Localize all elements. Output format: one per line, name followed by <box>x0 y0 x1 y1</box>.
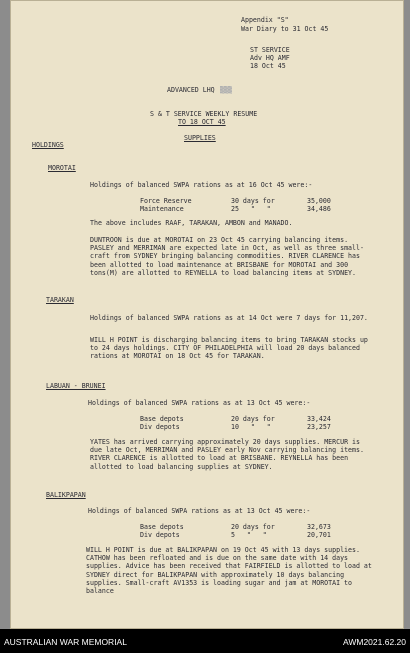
resume-title: S & T SERVICE WEEKLY RESUME <box>150 110 258 118</box>
labuan-intro: Holdings of balanced SWPA rations as at 13 Oct 45 were:- <box>88 399 311 407</box>
service-line-2: Adv HQ AMF <box>250 54 290 62</box>
balikpapan-row-label: Div depots <box>140 531 180 539</box>
document-page <box>10 0 404 629</box>
labuan-row-count: 23,257 <box>307 423 331 431</box>
stamp-smudge: ▒▒▒ <box>220 86 232 94</box>
morotai-row-count: 34,486 <box>307 205 331 213</box>
morotai-paragraph: DUNTROON is due at MOROTAI on 23 Oct 45 carrying balancing items. PASLEY and MERRIMAN are expected late in Oct, as well as three small-craft from SYDNEY bringing balancing commodities. RIVER CLARENCE has been allotted to load maintenance at BRISBANE for MOROTAI and 300 tons(M) are allotted to REYNELLA to load balancing items at SYDNEY. <box>90 236 364 277</box>
service-line-1: ST SERVICE <box>250 46 290 54</box>
morotai-row-label: Force Reserve <box>140 197 192 205</box>
balikpapan-row-days: 20 days for <box>231 523 275 531</box>
appendix-label: Appendix "S" <box>241 16 289 24</box>
footer-institution: AUSTRALIAN WAR MEMORIAL <box>4 637 127 647</box>
holdings-heading: HOLDINGS <box>32 141 64 149</box>
labuan-row-count: 33,424 <box>307 415 331 423</box>
balikpapan-paragraph: WILL H POINT is due at BALIKPAPAN on 19 Oct 45 with 13 days supplies. CATHOW has been refloated and is due on the same date with 14 days supplies. Advice has been received that FAIRFIELD is allotted to load at SYDNEY direct for BALIKPAPAN with approximately 10 days balancing supplies. Small-craft AV1353 is loading sugar and jam at MOROTAI to balance <box>86 546 372 596</box>
resume-date: TO 18 OCT 45 <box>178 118 226 126</box>
balikpapan-row-count: 32,673 <box>307 523 331 531</box>
balikpapan-heading: BALIKPAPAN <box>46 491 86 499</box>
tarakan-paragraph: WILL H POINT is discharging balancing items to bring TARAKAN stocks up to 24 days holdings. CITY OF PHILADELPHIA will load 20 days balanced rations at MOROTAI on 18 Oct 45 for TARAKAN. <box>90 336 368 361</box>
balikpapan-row-days: 5 " " <box>231 531 267 539</box>
morotai-heading: MOROTAI <box>48 164 76 172</box>
war-diary-label: War Diary to 31 Oct 45 <box>241 25 329 33</box>
labuan-paragraph: YATES has arrived carrying approximately 20 days supplies. MERCUR is due late Oct, MERRIMAN and PASLEY early Nov carrying balancing items. RIVER CLARENCE is allotted to load at BRISBANE. REYNELLA has been allotted to load balancing supplies at SYDNEY. <box>90 438 364 471</box>
supplies-heading: SUPPLIES <box>184 134 216 142</box>
morotai-row-count: 35,000 <box>307 197 331 205</box>
balikpapan-row-label: Base depots <box>140 523 184 531</box>
balikpapan-row-count: 20,701 <box>307 531 331 539</box>
morotai-intro: Holdings of balanced SWPA rations as at 16 Oct 45 were:- <box>90 181 313 189</box>
morotai-row-days: 25 " " <box>231 205 271 213</box>
footer-accession-number: AWM2021.62.20 <box>343 637 406 647</box>
labuan-heading: LABUAN - BRUNEI <box>46 382 106 390</box>
service-line-3: 18 Oct 45 <box>250 62 286 70</box>
balikpapan-intro: Holdings of balanced SWPA rations as at 13 Oct 45 were:- <box>88 507 311 515</box>
morotai-note: The above includes RAAF, TARAKAN, AMBON and MANADO. <box>90 219 293 227</box>
labuan-row-days: 10 " " <box>231 423 271 431</box>
tarakan-heading: TARAKAN <box>46 296 74 304</box>
tarakan-intro: Holdings of balanced SWPA rations as at 14 Oct were 7 days for 11,207. <box>90 314 368 322</box>
labuan-row-label: Div depots <box>140 423 180 431</box>
archive-footer-bar <box>0 629 410 653</box>
advanced-hq-stamp: ADVANCED LHQ <box>167 86 215 94</box>
morotai-row-label: Maintenance <box>140 205 184 213</box>
labuan-row-label: Base depots <box>140 415 184 423</box>
morotai-row-days: 30 days for <box>231 197 275 205</box>
labuan-row-days: 20 days for <box>231 415 275 423</box>
